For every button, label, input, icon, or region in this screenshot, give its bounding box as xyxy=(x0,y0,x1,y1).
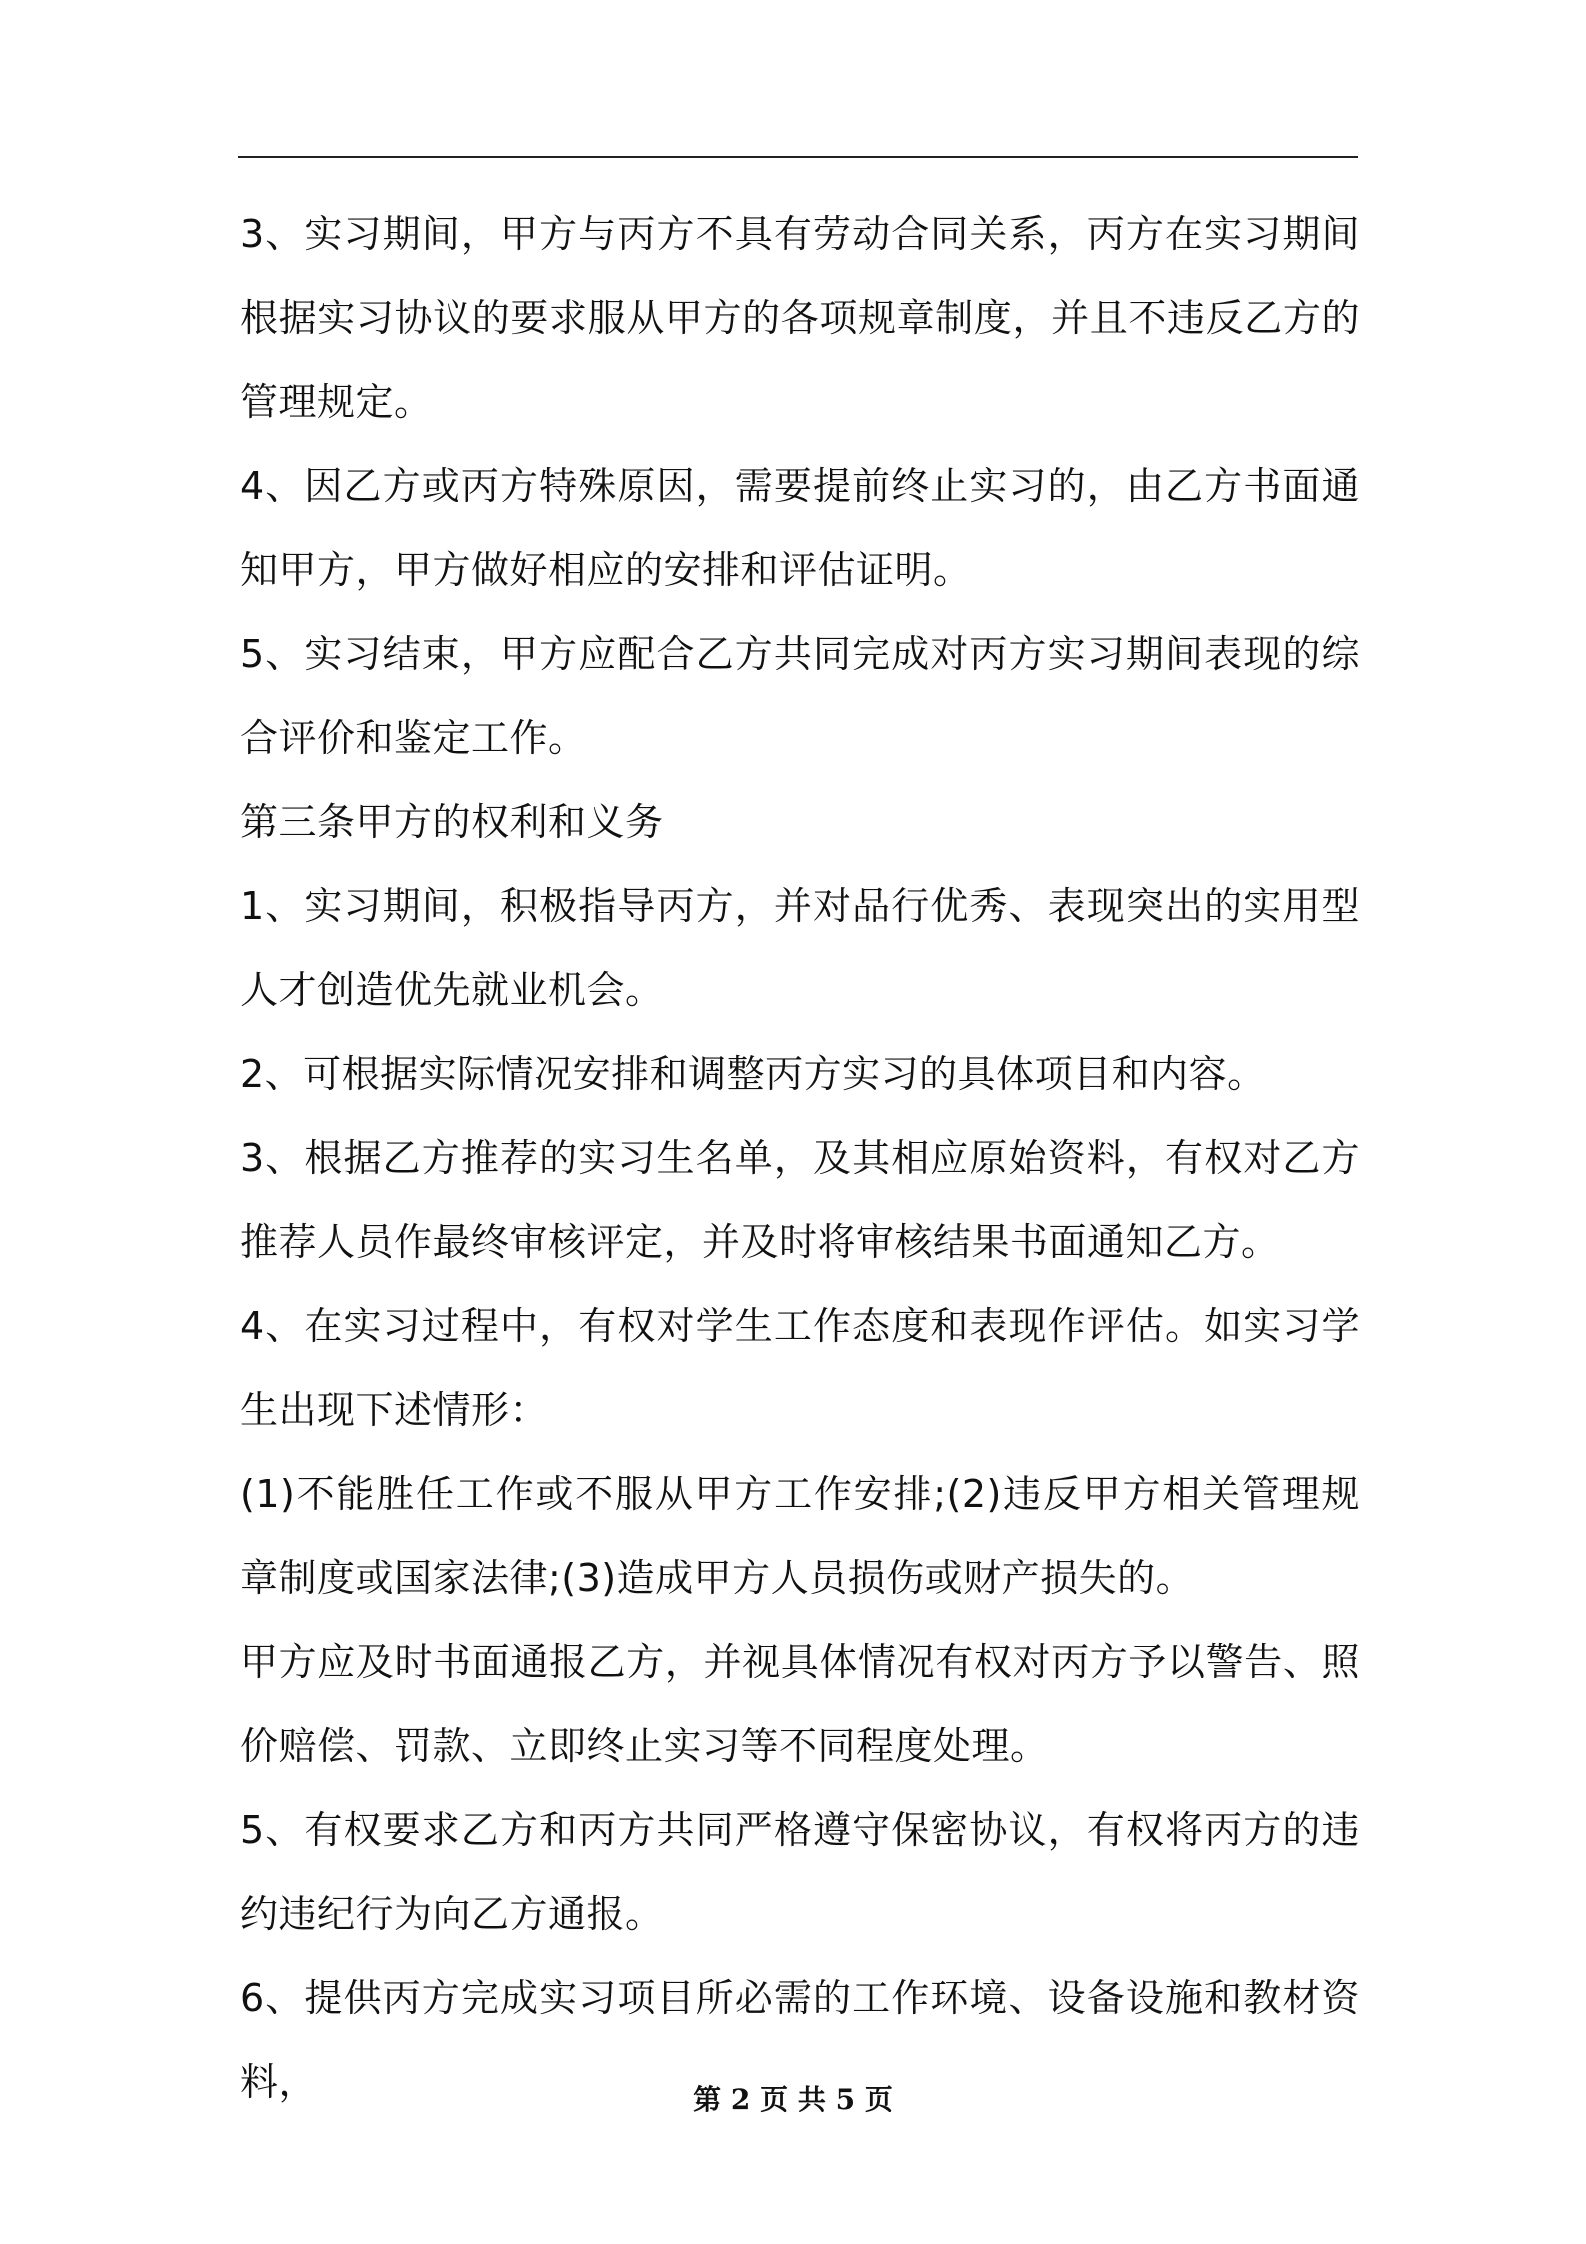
document-body xyxy=(240,192,1360,2124)
paragraph-7: 3、根据乙方推荐的实习生名单，及其相应原始资料，有权对乙方推荐人员作最终审核评定，并及时将审核结果书面通知乙方。 xyxy=(240,1136,1360,1264)
header-rule xyxy=(238,156,1358,158)
section-heading: 第三条甲方的权利和义务 xyxy=(240,800,664,844)
paragraph-9: (1)不能胜任工作或不服从甲方工作安排;(2)违反甲方相关管理规章制度或国家法律;(3)造成甲方人员损伤或财产损失的。 xyxy=(240,1472,1360,1600)
paragraph-3: 5、实习结束，甲方应配合乙方共同完成对丙方实习期间表现的综合评价和鉴定工作。 xyxy=(240,632,1360,760)
paragraph-11: 5、有权要求乙方和丙方共同严格遵守保密协议，有权将丙方的违约违纪行为向乙方通报。 xyxy=(240,1808,1360,1936)
paragraph-8: 4、在实习过程中，有权对学生工作态度和表现作评估。如实习学生出现下述情形： xyxy=(240,1304,1360,1432)
paragraph-5: 1、实习期间，积极指导丙方，并对品行优秀、表现突出的实用型人才创造优先就业机会。 xyxy=(240,884,1360,1012)
paragraph-12: 6、提供丙方完成实习项目所必需的工作环境、设备设施和教材资料， xyxy=(240,1976,1360,2104)
paragraph-2: 4、因乙方或丙方特殊原因，需要提前终止实习的，由乙方书面通知甲方，甲方做好相应的安排和评估证明。 xyxy=(240,464,1360,592)
paragraph-10: 甲方应及时书面通报乙方，并视具体情况有权对丙方予以警告、照价赔偿、罚款、立即终止实习等不同程度处理。 xyxy=(240,1640,1360,1768)
page-number-footer: 第 2 页 共 5 页 xyxy=(693,2083,893,2116)
paragraph-6: 2、可根据实际情况安排和调整丙方实习的具体项目和内容。 xyxy=(240,1052,1266,1096)
paragraph-1: 3、实习期间，甲方与丙方不具有劳动合同关系，丙方在实习期间根据实习协议的要求服从甲方的各项规章制度，并且不违反乙方的管理规定。 xyxy=(240,212,1360,424)
